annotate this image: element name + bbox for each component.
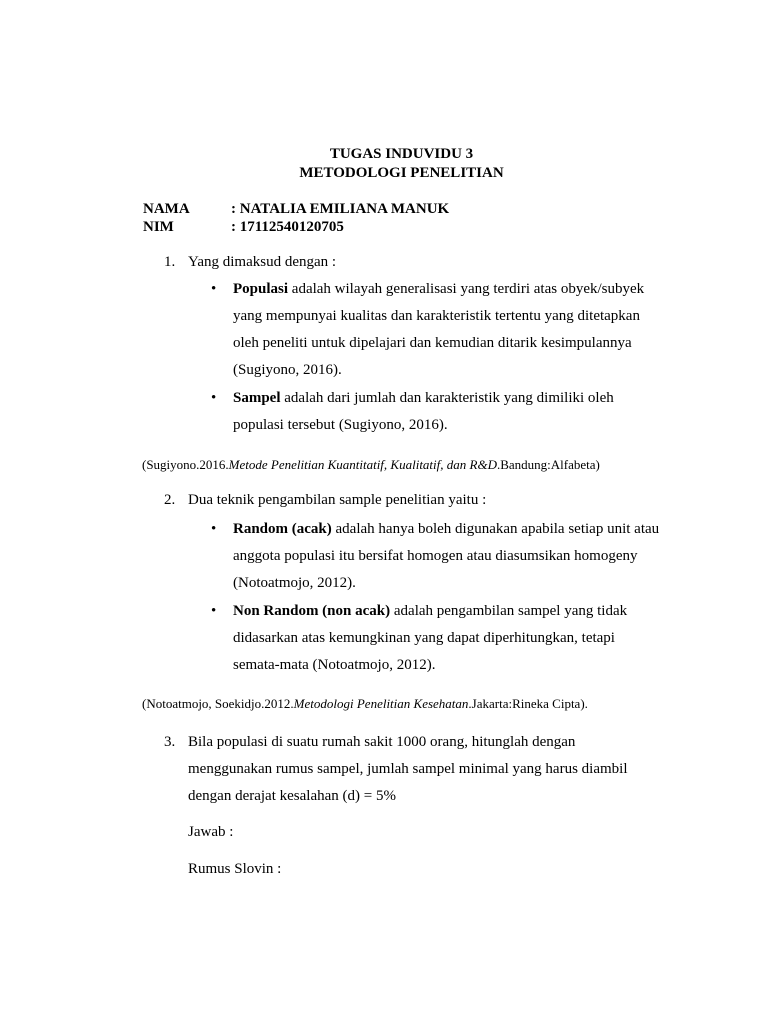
q2-bullet1-line3: (Notoatmojo, 2012). [233,575,356,591]
q2-intro: Dua teknik pengambilan sample penelitian yaitu : [188,492,487,508]
q2-bullet1-line1: Random (acak) adalah hanya boleh digunakan apabila setiap unit atau [233,521,660,537]
nim-label: NIM [143,219,174,235]
q2-bullet2-line1: Non Random (non acak) adalah pengambilan sampel yang tidak [233,603,628,619]
q2-bullet2-line2: didasarkan atas kemungkinan yang dapat diperhitungkan, tetapi [233,630,615,646]
bullet-icon: • [211,281,217,297]
formula-label: Rumus Slovin : [188,861,282,877]
q3-line1: Bila populasi di suatu rumah sakit 1000 orang, hitunglah dengan [188,734,576,750]
term-non-random: Non Random (non acak) [233,603,391,619]
bullet-icon: • [211,521,217,537]
term-sampel: Sampel [233,390,281,406]
term-populasi: Populasi [233,281,289,297]
q1-bullet2-line2: populasi tersebut (Sugiyono, 2016). [233,417,448,433]
term-random: Random (acak) [233,521,332,537]
q3-line2: menggunakan rumus sampel, jumlah sampel minimal yang harus diambil [188,761,628,777]
q1-reference: (Sugiyono.2016.Metode Penelitian Kuantitatif, Kualitatif, dan R&D.Bandung:Alfabeta) [142,457,600,472]
nama-value: : NATALIA EMILIANA MANUK [231,201,450,217]
nim-value: : 17112540120705 [231,219,344,235]
q1-bullet1-line1: Populasi adalah wilayah generalisasi yang terdiri atas obyek/subyek [233,281,645,297]
bullet-icon: • [211,390,217,406]
bullet-icon: • [211,603,217,619]
q1-bullet1-line3: oleh peneliti untuk dipelajari dan kemudian ditarik kesimpulannya [233,335,632,351]
q1-bullet1-line2: yang mempunyai kualitas dan karakteristik tertentu yang ditetapkan [233,308,640,324]
document-subtitle: METODOLOGI PENELITIAN [299,165,504,181]
q1-intro: Yang dimaksud dengan : [188,254,337,270]
q2-bullet2-line3: semata-mata (Notoatmojo, 2012). [233,657,436,673]
q1-bullet1-line4: (Sugiyono, 2016). [233,362,342,378]
q3-line3: dengan derajat kesalahan (d) = 5% [188,788,396,804]
q1-bullet2-line1: Sampel adalah dari jumlah dan karakteristik yang dimiliki oleh [233,390,614,406]
q2-bullet1-line2: anggota populasi itu bersifat homogen atau diasumsikan homogeny [233,548,638,564]
q2-reference: (Notoatmojo, Soekidjo.2012.Metodologi Penelitian Kesehatan.Jakarta:Rineka Cipta). [142,696,588,711]
document-title: TUGAS INDUVIDU 3 [329,146,474,162]
nama-label: NAMA [143,201,190,217]
answer-label: Jawab : [188,824,234,840]
q3-number: 3. [164,734,176,750]
q1-number: 1. [164,254,176,270]
q2-number: 2. [164,492,176,508]
